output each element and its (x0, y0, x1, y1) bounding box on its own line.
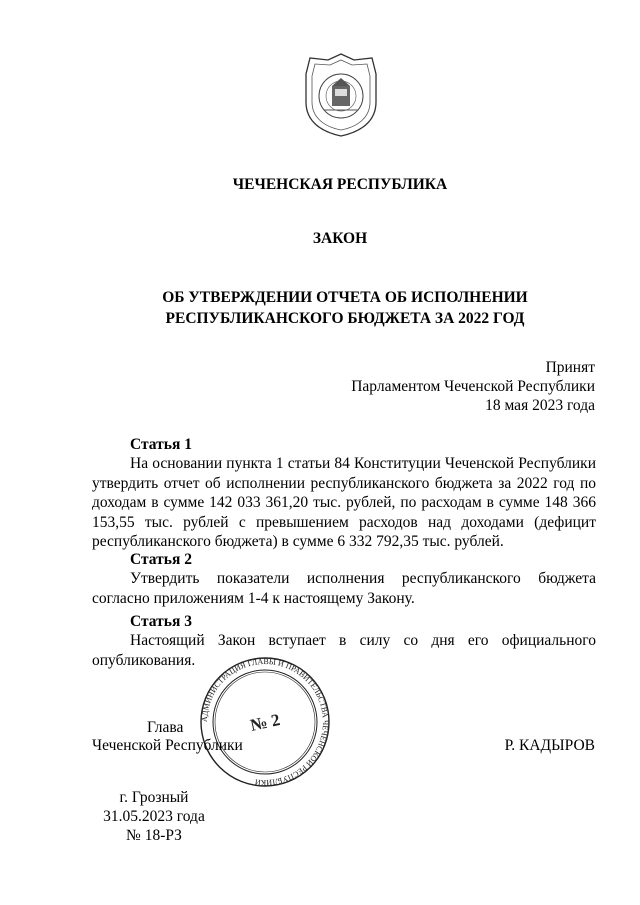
adoption-date: 18 мая 2023 года (485, 397, 595, 414)
signatory-title: Глава (147, 719, 184, 736)
official-stamp (196, 656, 334, 788)
article-3-paragraph: Настоящий Закон вступает в силу со дня его официального опубликования. (92, 632, 596, 669)
article-1-text (92, 454, 596, 552)
issuance-date: 31.05.2023 года (103, 808, 205, 825)
issuance-details (90, 788, 218, 845)
article-3-title: Статья 3 (130, 613, 192, 630)
article-1-paragraph: На основании пункта 1 статьи 84 Конституции Чеченской Республики утвердить отчет об исполнении республиканского бюджета за 2022 год по доходам в сумме 142 033 361,20 тыс. рублей, по расходам в сумме 148 366 153,55 тыс. рублей с превышением расходов над доходами (дефицит республиканского бюджета) в сумме 6 332 792,35 тыс. рублей. (92, 455, 596, 550)
republic-title: ЧЕЧЕНСКАЯ РЕСПУБЛИКА (232, 176, 448, 193)
subject-line-2: РЕСПУБЛИКАНСКОГО БЮДЖЕТА ЗА 2022 ГОД (165, 310, 525, 327)
document-type: ЗАКОН (312, 230, 368, 247)
article-1-title: Статья 1 (130, 436, 192, 453)
law-subject (0, 287, 640, 329)
adoption-body: Парламентом Чеченской Республики (351, 378, 595, 395)
issuance-city: г. Грозный (119, 789, 189, 806)
article-2-text (92, 569, 596, 608)
signatory-name: Р. КАДЫРОВ (504, 737, 595, 754)
signatory-organization: Чеченской Республики (92, 737, 243, 754)
stamp-number: № 2 (248, 710, 282, 735)
law-number: № 18-РЗ (126, 827, 182, 844)
article-3-text (92, 631, 596, 670)
article-2-title: Статья 2 (130, 551, 192, 568)
adoption-label: Принят (545, 359, 595, 376)
adoption-block (351, 358, 595, 415)
stamp-ring-text: АДМИНИСТРАЦИЯ ГЛАВЫ И ПРАВИТЕЛЬСТВА ЧЕЧЕНСКОЙ РЕСПУБЛИКИ (199, 656, 331, 788)
coat-of-arms-icon (302, 52, 380, 138)
article-2-paragraph: Утвердить показатели исполнения республиканского бюджета согласно приложениям 1-4 к настоящему Закону. (92, 570, 596, 607)
subject-line-1: ОБ УТВЕРЖДЕНИИ ОТЧЕТА ОБ ИСПОЛНЕНИИ (162, 289, 528, 306)
